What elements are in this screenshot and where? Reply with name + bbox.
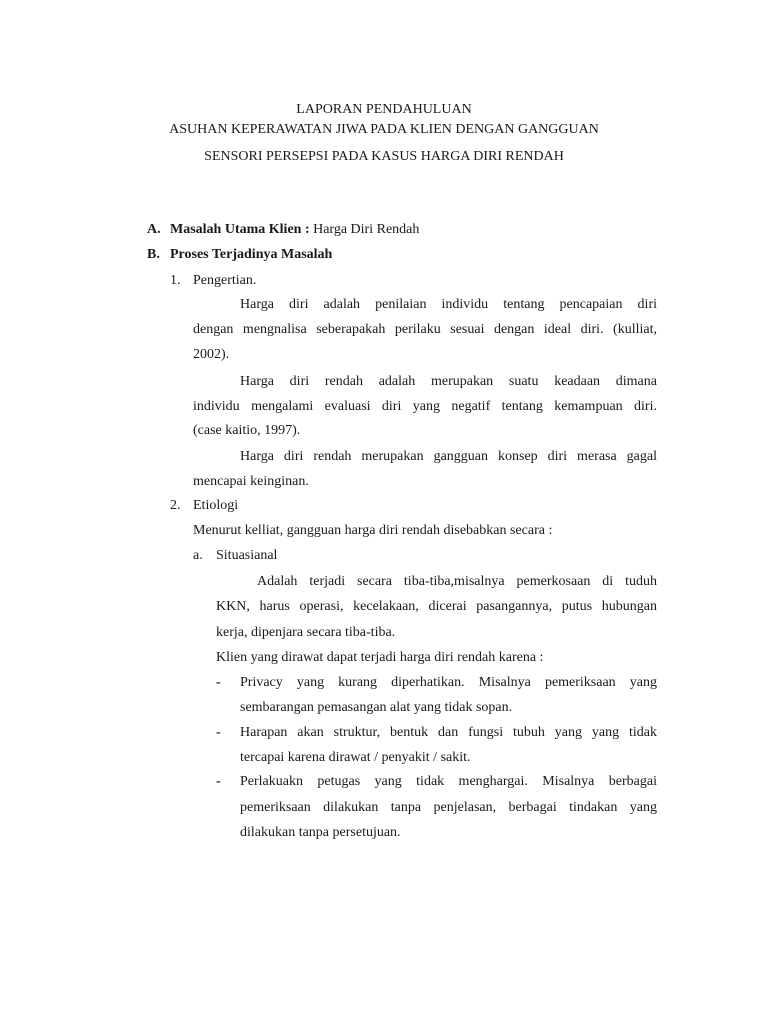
etiologi-heading: Etiologi — [193, 498, 239, 513]
sub-a-heading: Situasianal — [216, 548, 278, 563]
pengertian-p2-line-3: (case kaitio, 1997). — [193, 423, 301, 438]
bullet-1-line-1: Privacy yang kurang diperhatikan. Misalnya pemeriksaan yang — [240, 675, 657, 690]
pengertian-number: 1. — [170, 273, 181, 288]
sub-a-p2: Klien yang dirawat dapat terjadi harga diri rendah karena : — [216, 650, 544, 665]
sub-a-marker: a. — [193, 548, 203, 563]
bullet-1-dash: - — [216, 675, 221, 690]
bullet-2-line-1: Harapan akan struktur, bentuk dan fungsi tubuh yang yang tidak — [240, 725, 657, 740]
section-a-value: Harga Diri Rendah — [313, 222, 420, 237]
doc-title-line-1: LAPORAN PENDAHULUAN — [296, 102, 472, 117]
bullet-2-line-2: tercapai karena dirawat / penyakit / sakit. — [240, 750, 471, 765]
etiologi-intro: Menurut kelliat, gangguan harga diri rendah disebabkan secara : — [193, 523, 553, 538]
sub-a-p1-line-1: Adalah terjadi secara tiba-tiba,misalnya pemerkosaan di tuduh — [257, 574, 657, 589]
bullet-3-line-2: pemeriksaan dilakukan tanpa penjelasan, berbagai tindakan yang — [240, 800, 657, 815]
etiologi-number: 2. — [170, 498, 181, 513]
pengertian-p1-line-2: dengan mengnalisa seberapakah perilaku sesuai dengan ideal diri. (kulliat, — [193, 322, 657, 337]
pengertian-p2-line-1: Harga diri rendah adalah merupakan suatu keadaan dimana — [240, 374, 657, 389]
doc-title-line-2: ASUHAN KEPERAWATAN JIWA PADA KLIEN DENGAN GANGGUAN — [169, 122, 599, 137]
sub-a-p1-line-3: kerja, dipenjara secara tiba-tiba. — [216, 625, 396, 640]
pengertian-p2-line-2: individu mengalami evaluasi diri yang negatif tentang kemampuan diri. — [193, 399, 657, 414]
section-b-label: Proses Terjadinya Masalah — [170, 247, 333, 262]
bullet-3-line-3: dilakukan tanpa persetujuan. — [240, 825, 401, 840]
doc-title-line-3: SENSORI PERSEPSI PADA KASUS HARGA DIRI RENDAH — [204, 149, 564, 164]
pengertian-p1-line-3: 2002). — [193, 347, 230, 362]
bullet-3-line-1: Perlakuakn petugas yang tidak menghargai. Misalnya berbagai — [240, 774, 657, 789]
bullet-3-dash: - — [216, 774, 221, 789]
pengertian-p3-line-2: mencapai keinginan. — [193, 474, 309, 489]
bullet-1-line-2: sembarangan pemasangan alat yang tidak sopan. — [240, 700, 513, 715]
pengertian-p1-line-1: Harga diri adalah penilaian individu tentang pencapaian diri — [240, 297, 657, 312]
section-a-heading — [170, 222, 419, 238]
section-b-marker: B. — [147, 247, 160, 262]
sub-a-p1-line-2: KKN, harus operasi, kecelakaan, dicerai pasangannya, putus hubungan — [216, 599, 657, 614]
bullet-2-dash: - — [216, 725, 221, 740]
section-a-marker: A. — [147, 222, 161, 237]
section-a-label: Masalah Utama Klien : — [170, 222, 310, 237]
pengertian-heading: Pengertian. — [193, 273, 257, 288]
pengertian-p3-line-1: Harga diri rendah merupakan gangguan konsep diri merasa gagal — [240, 449, 657, 464]
